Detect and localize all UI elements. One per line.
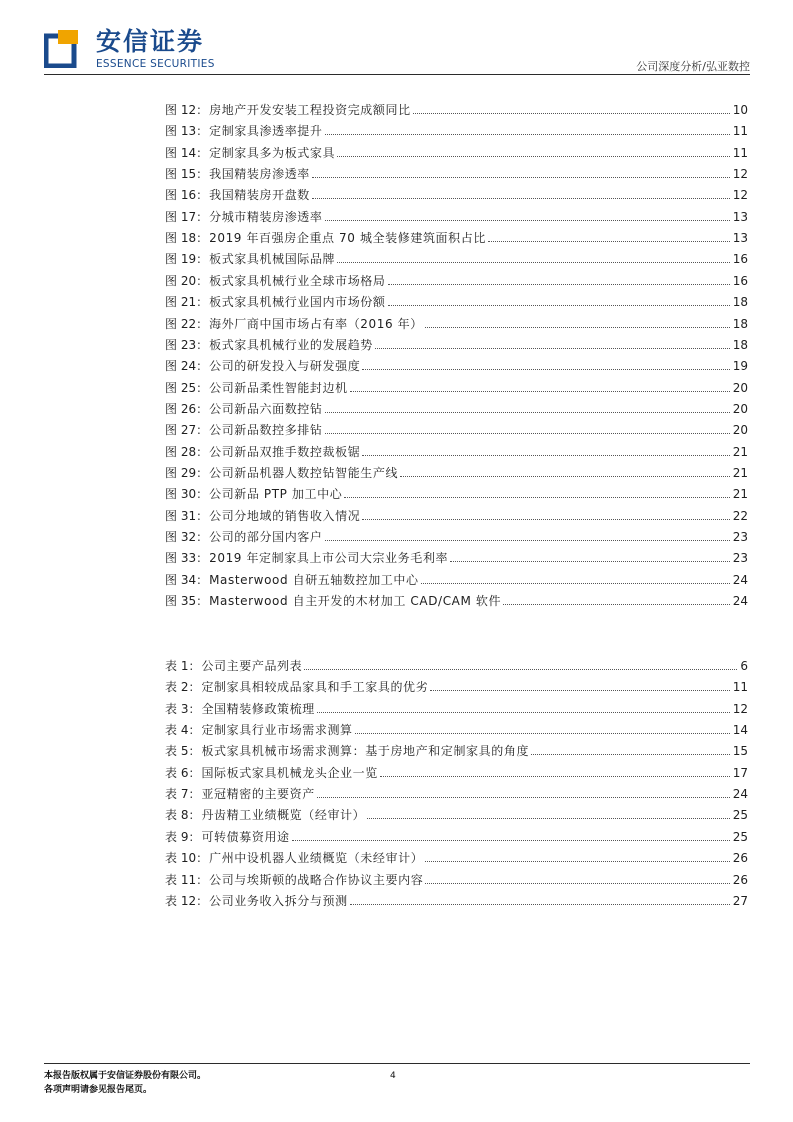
toc-leader-dots bbox=[325, 220, 730, 221]
toc-entry-title: 全国精装修政策梳理 bbox=[201, 701, 315, 716]
toc-entry-title: 亚冠精密的主要资产 bbox=[201, 787, 315, 802]
toc-leader-dots bbox=[380, 776, 730, 777]
toc-entry-page: 24 bbox=[732, 787, 748, 802]
toc-entry-label: 表 10： bbox=[165, 851, 209, 866]
toc-entry-page: 11 bbox=[732, 145, 748, 160]
toc-leader-dots bbox=[488, 241, 730, 242]
toc-entry-title: 定制家具行业市场需求测算 bbox=[201, 723, 353, 738]
toc-entry-title: 国际板式家具机械龙头企业一览 bbox=[201, 765, 378, 780]
toc-entry-label: 图 12： bbox=[165, 103, 209, 117]
toc-entry-title: 公司与埃斯顿的战略合作协议主要内容 bbox=[209, 872, 424, 887]
toc-entry-page: 20 bbox=[732, 423, 748, 438]
table-toc-entry[interactable] bbox=[165, 673, 748, 694]
toc-entry-title: Masterwood 自主开发的木材加工 CAD/CAM 软件 bbox=[209, 594, 502, 609]
toc-entry-page: 12 bbox=[732, 188, 748, 203]
toc-entry-label: 图 25： bbox=[165, 380, 209, 395]
toc-leader-dots bbox=[413, 113, 730, 114]
brand-name-en: ESSENCE SECURITIES bbox=[96, 58, 215, 70]
figure-toc-entry[interactable] bbox=[165, 502, 748, 523]
toc-entry-label: 图 13： bbox=[165, 124, 209, 139]
toc-entry-page: 15 bbox=[732, 744, 748, 759]
toc-leader-dots bbox=[292, 840, 730, 841]
figure-toc-entry[interactable] bbox=[165, 160, 748, 181]
toc-entry-label: 图 34： bbox=[165, 572, 209, 587]
toc-leader-dots bbox=[304, 669, 737, 670]
toc-entry-label: 表 11： bbox=[165, 872, 209, 887]
toc-entry-label: 图 18： bbox=[165, 231, 209, 246]
toc-entry-label: 表 4： bbox=[165, 723, 201, 738]
footer-divider bbox=[44, 1063, 750, 1064]
essence-logo-icon bbox=[44, 28, 80, 68]
toc-entry-page: 14 bbox=[732, 723, 748, 738]
toc-leader-dots bbox=[531, 754, 730, 755]
toc-entry-title: 定制家具多为板式家具 bbox=[209, 145, 336, 160]
toc-leader-dots bbox=[375, 348, 730, 349]
toc-entry-title: 定制家具渗透率提升 bbox=[209, 124, 323, 139]
report-type: 公司深度分析/弘亚数控 bbox=[636, 60, 750, 73]
toc-entry-title: 我国精装房渗透率 bbox=[209, 167, 310, 182]
table-toc-entry[interactable] bbox=[165, 844, 748, 865]
toc-entry-title: Masterwood 自研五轴数控加工中心 bbox=[209, 572, 419, 587]
toc-leader-dots bbox=[312, 177, 730, 178]
toc-leader-dots bbox=[367, 818, 729, 819]
figure-toc-entry[interactable] bbox=[165, 438, 748, 459]
toc-leader-dots bbox=[421, 583, 730, 584]
toc-entry-label: 图 31： bbox=[165, 508, 209, 523]
toc-entry-page: 18 bbox=[732, 316, 748, 331]
toc-entry-title: 2019 年定制家具上市公司大宗业务毛利率 bbox=[209, 551, 449, 566]
toc-entry-page: 21 bbox=[732, 465, 748, 480]
table-toc-entry[interactable] bbox=[165, 695, 748, 716]
toc-entry-label: 图 23： bbox=[165, 337, 209, 352]
toc-entry-title: 房地产开发安装工程投资完成额同比 bbox=[209, 103, 411, 117]
toc-entry-label: 图 21： bbox=[165, 295, 209, 310]
toc-entry-page: 17 bbox=[732, 765, 748, 780]
figure-toc-entry[interactable] bbox=[165, 374, 748, 395]
toc-entry-title: 定制家具相较成品家具和手工家具的优劣 bbox=[201, 680, 429, 695]
page-number: 4 bbox=[390, 1071, 396, 1081]
toc-entry-label: 图 17： bbox=[165, 209, 209, 224]
toc-leader-dots bbox=[350, 391, 730, 392]
toc-leader-dots bbox=[325, 540, 730, 541]
toc-entry-label: 图 26： bbox=[165, 401, 209, 416]
toc-entry-label: 图 29： bbox=[165, 465, 209, 480]
toc-entry-title: 公司新品机器人数控钻智能生产线 bbox=[209, 465, 399, 480]
toc-entry-title: 板式家具机械行业的发展趋势 bbox=[209, 337, 373, 352]
toc-leader-dots bbox=[317, 712, 730, 713]
figure-toc-entry[interactable] bbox=[165, 416, 748, 437]
figure-toc-entry[interactable] bbox=[165, 96, 748, 117]
table-toc-entry[interactable] bbox=[165, 716, 748, 737]
toc-entry-label: 表 8： bbox=[165, 808, 201, 823]
toc-entry-page: 16 bbox=[732, 252, 748, 267]
toc-entry-title: 海外厂商中国市场占有率（2016 年） bbox=[209, 316, 423, 331]
figure-toc-entry[interactable] bbox=[165, 459, 748, 480]
toc-entry-title: 公司业务收入拆分与预测 bbox=[209, 893, 348, 908]
toc-entry-title: 公司新品柔性智能封边机 bbox=[209, 380, 348, 395]
toc-entry-label: 表 1： bbox=[165, 659, 201, 673]
toc-leader-dots bbox=[503, 604, 730, 605]
toc-entry-page: 23 bbox=[732, 551, 748, 566]
toc-leader-dots bbox=[362, 519, 729, 520]
toc-entry-page: 12 bbox=[732, 701, 748, 716]
table-toc-entry[interactable] bbox=[165, 759, 748, 780]
toc-entry-title: 公司新品六面数控钻 bbox=[209, 401, 323, 416]
toc-leader-dots bbox=[344, 497, 729, 498]
toc-leader-dots bbox=[450, 561, 730, 562]
toc-leader-dots bbox=[425, 327, 730, 328]
table-toc-entry[interactable] bbox=[165, 652, 748, 673]
toc-entry-label: 图 32： bbox=[165, 530, 209, 544]
toc-entry-page: 11 bbox=[732, 124, 748, 139]
figure-toc-entry[interactable] bbox=[165, 480, 748, 501]
toc-entry-page: 16 bbox=[732, 273, 748, 288]
toc-entry-label: 图 30： bbox=[165, 487, 209, 502]
toc-entry-title: 2019 年百强房企重点 70 城全装修建筑面积占比 bbox=[209, 231, 486, 246]
toc-entry-label: 表 12： bbox=[165, 893, 209, 908]
toc-leader-dots bbox=[425, 861, 729, 862]
toc-entry-title: 板式家具机械市场需求测算：基于房地产和定制家具的角度 bbox=[201, 744, 530, 759]
toc-entry-label: 表 3： bbox=[165, 701, 201, 716]
toc-entry-label: 表 2： bbox=[165, 680, 201, 695]
figure-toc-entry[interactable] bbox=[165, 181, 748, 202]
figure-toc-entry[interactable] bbox=[165, 245, 748, 266]
footer-disclaimer bbox=[44, 1069, 206, 1097]
figure-toc-entry[interactable] bbox=[165, 523, 748, 544]
toc-entry-page: 24 bbox=[732, 594, 748, 609]
toc-entry-title: 分城市精装房渗透率 bbox=[209, 209, 323, 224]
table-toc-entry[interactable] bbox=[165, 737, 748, 758]
figure-toc-entry[interactable] bbox=[165, 203, 748, 224]
figure-toc-entry[interactable] bbox=[165, 352, 748, 373]
toc-leader-dots bbox=[430, 690, 729, 691]
toc-entry-label: 表 6： bbox=[165, 765, 201, 780]
toc-entry-title: 公司的研发投入与研发强度 bbox=[209, 359, 361, 374]
toc-entry-page: 26 bbox=[732, 872, 748, 887]
toc-entry-label: 图 24： bbox=[165, 359, 209, 374]
toc-entry-page: 25 bbox=[732, 829, 748, 844]
toc-entry-title: 板式家具机械行业国内市场份额 bbox=[209, 295, 386, 310]
toc-entry-label: 图 22： bbox=[165, 316, 209, 331]
toc-entry-title: 公司新品数控多排钻 bbox=[209, 423, 323, 438]
table-toc-entry[interactable] bbox=[165, 780, 748, 801]
figure-toc-entry[interactable] bbox=[165, 587, 748, 608]
toc-leader-dots bbox=[325, 134, 730, 135]
brand-name-cn: 安信证券 bbox=[96, 27, 205, 56]
figure-toc-entry[interactable] bbox=[165, 395, 748, 416]
toc-leader-dots bbox=[350, 904, 730, 905]
figure-toc-entry[interactable] bbox=[165, 310, 748, 331]
toc-entry-page: 6 bbox=[740, 659, 748, 673]
toc-entry-page: 11 bbox=[732, 680, 748, 695]
toc-leader-dots bbox=[425, 883, 729, 884]
figure-toc-entry[interactable] bbox=[165, 224, 748, 245]
toc-entry-label: 图 16： bbox=[165, 188, 209, 203]
toc-leader-dots bbox=[325, 433, 730, 434]
toc-entry-label: 图 35： bbox=[165, 594, 209, 609]
toc-entry-page: 24 bbox=[732, 572, 748, 587]
toc-entry-label: 表 5： bbox=[165, 744, 201, 759]
table-toc-entry[interactable] bbox=[165, 866, 748, 887]
toc-entry-label: 表 9： bbox=[165, 829, 201, 844]
toc-entry-page: 13 bbox=[732, 231, 748, 246]
figure-toc-entry[interactable] bbox=[165, 117, 748, 138]
table-toc-entry[interactable] bbox=[165, 823, 748, 844]
toc-leader-dots bbox=[362, 369, 729, 370]
toc-entry-label: 图 19： bbox=[165, 252, 209, 267]
toc-leader-dots bbox=[317, 797, 730, 798]
toc-entry-label: 图 28： bbox=[165, 444, 209, 459]
toc-leader-dots bbox=[337, 262, 730, 263]
table-toc-entry[interactable] bbox=[165, 887, 748, 908]
toc-entry-page: 26 bbox=[732, 851, 748, 866]
table-toc-entry[interactable] bbox=[165, 801, 748, 822]
toc-entry-page: 21 bbox=[732, 487, 748, 502]
header-divider bbox=[44, 74, 750, 75]
toc-entry-label: 图 15： bbox=[165, 167, 209, 182]
figure-toc-entry[interactable] bbox=[165, 267, 748, 288]
toc-entry-title: 公司主要产品列表 bbox=[201, 659, 303, 673]
toc-entry-page: 23 bbox=[732, 530, 748, 544]
toc-entry-page: 18 bbox=[732, 295, 748, 310]
toc-entry-label: 图 27： bbox=[165, 423, 209, 438]
toc-leader-dots bbox=[388, 305, 730, 306]
figure-toc-entry[interactable] bbox=[165, 544, 748, 565]
toc-leader-dots bbox=[355, 733, 730, 734]
toc-entry-page: 21 bbox=[732, 444, 748, 459]
toc-entry-label: 图 14： bbox=[165, 145, 209, 160]
toc-entry-page: 10 bbox=[732, 103, 748, 117]
toc-entry-page: 20 bbox=[732, 380, 748, 395]
toc-leader-dots bbox=[388, 284, 730, 285]
toc-entry-title: 可转债募资用途 bbox=[201, 829, 290, 844]
toc-entry-title: 公司的部分国内客户 bbox=[209, 530, 323, 544]
figure-toc-entry[interactable] bbox=[165, 288, 748, 309]
toc-leader-dots bbox=[325, 412, 730, 413]
toc-entry-title: 广州中设机器人业绩概览（未经审计） bbox=[209, 851, 424, 866]
toc-entry-title: 板式家具机械行业全球市场格局 bbox=[209, 273, 386, 288]
toc-entry-title: 公司新品双推手数控裁板锯 bbox=[209, 444, 361, 459]
toc-entry-title: 我国精装房开盘数 bbox=[209, 188, 310, 203]
toc-entry-page: 19 bbox=[732, 359, 748, 374]
toc-entry-label: 图 33： bbox=[165, 551, 209, 566]
figure-toc-entry[interactable] bbox=[165, 566, 748, 587]
figure-toc-entry[interactable] bbox=[165, 139, 748, 160]
toc-leader-dots bbox=[337, 156, 730, 157]
toc-entry-page: 27 bbox=[732, 893, 748, 908]
toc-leader-dots bbox=[400, 476, 730, 477]
toc-entry-title: 丹齿精工业绩概览（经审计） bbox=[201, 808, 366, 823]
toc-entry-page: 22 bbox=[732, 508, 748, 523]
toc-entry-label: 图 20： bbox=[165, 273, 209, 288]
figure-toc-entry[interactable] bbox=[165, 331, 748, 352]
toc-entry-label: 表 7： bbox=[165, 787, 201, 802]
toc-entry-page: 12 bbox=[732, 167, 748, 182]
toc-entry-title: 板式家具机械国际品牌 bbox=[209, 252, 336, 267]
footer-copyright: 本报告版权属于安信证券股份有限公司。 bbox=[44, 1071, 207, 1081]
toc-entry-page: 13 bbox=[732, 209, 748, 224]
toc-leader-dots bbox=[362, 455, 729, 456]
toc-entry-page: 18 bbox=[732, 337, 748, 352]
toc-leader-dots bbox=[312, 198, 730, 199]
toc-entry-page: 25 bbox=[732, 808, 748, 823]
toc-entry-title: 公司分地域的销售收入情况 bbox=[209, 508, 361, 523]
toc-entry-page: 20 bbox=[732, 401, 748, 416]
footer-notice: 各项声明请参见报告尾页。 bbox=[44, 1085, 153, 1095]
toc-entry-title: 公司新品 PTP 加工中心 bbox=[209, 487, 343, 502]
